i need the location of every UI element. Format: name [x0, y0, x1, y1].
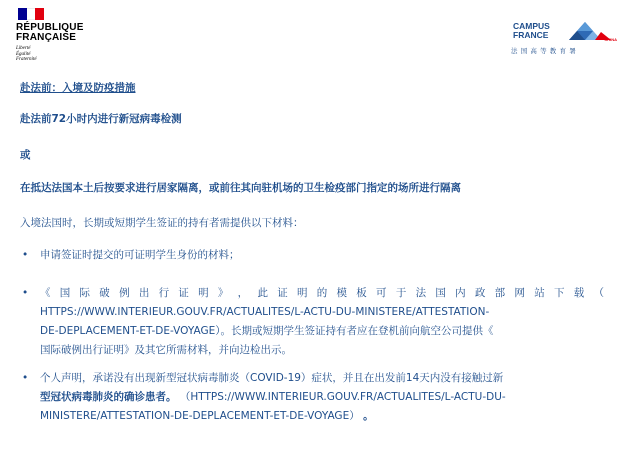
bullet3-line2-text: 型冠状病毒肺炎的确诊患者。 — [40, 391, 177, 403]
french-flag-icon — [18, 8, 44, 20]
bullet2-line4: 国际破例出行证明》及其它所需材料，并向边检出示。 — [40, 344, 292, 356]
campus-china-tag: CHINA — [604, 37, 617, 42]
page-title: 赴法前：入境及防疫措施 — [20, 82, 136, 94]
republique-line2: FRANÇAISE — [16, 32, 77, 43]
bullet3-line3-url: MINISTERE/ATTESTATION-DE-DEPLACEMENT-ET-DE-VOYAGE） — [40, 410, 360, 422]
motto-fraternite: Fraternité — [16, 57, 37, 62]
bullet2-line1: 《 国 际 破 例 出 行 证 明 》 ， 此 证 明 的 模 板 可 于 法 国 内 政 部 网 站 下 载 （ — [40, 287, 604, 299]
republique-motto — [16, 46, 96, 63]
campus-subtitle: 法国高等教育署 — [511, 47, 579, 55]
bullet2-line3-text: 。长期或短期学生签证持有者应在登机前向航空公司提供《 — [220, 325, 494, 337]
bullet-dot: • — [22, 249, 29, 261]
motto-liberte: Liberté — [16, 46, 31, 51]
intro-text: 入境法国时，长期或短期学生签证的持有者需提供以下材料： — [20, 217, 304, 229]
or-label: 或 — [20, 149, 31, 161]
republique-francaise-logo — [16, 8, 96, 63]
bullet3-line1: 个人声明，承诺没有出现新型冠状病毒肺炎（COVID-19）症状，并且在出发前14天内没有接触过新 — [40, 372, 504, 384]
bullet2-line3-url: DE-DEPLACEMENT-ET-DE-VOYAGE） — [40, 325, 221, 337]
republique-line1: RÉPUBLIQUE — [16, 22, 84, 33]
campus-france-wordmark — [513, 22, 550, 40]
campus-france-logo — [511, 20, 621, 60]
heading-quarantine: 在抵达法国本土后按要求进行居家隔离，或前往其向驻机场的卫生检疫部门指定的场所进行隔离 — [20, 182, 461, 194]
bullet2-line2: HTTPS://WWW.INTERIEUR.GOUV.FR/ACTUALITES/L-ACTU-DU-MINISTERE/ATTESTATION- — [40, 306, 490, 318]
campus-word: CAMPUS — [513, 21, 550, 31]
bullet3-line3-end: 。 — [363, 410, 374, 422]
motto-egalite: Égalité — [16, 51, 31, 57]
heading-test-72h: 赴法前72小时内进行新冠病毒检测 — [20, 113, 182, 125]
bullet-dot: • — [22, 372, 29, 384]
france-word: FRANCE — [513, 30, 549, 40]
bullet-dot: • — [22, 287, 29, 299]
bullet1-line1: 申请签证时提交的可证明学生身份的材料； — [40, 249, 240, 261]
bullet3-line2-url: （HTTPS://WWW.INTERIEUR.GOUV.FR/ACTUALITES/L-ACTU-DU- — [179, 391, 506, 403]
